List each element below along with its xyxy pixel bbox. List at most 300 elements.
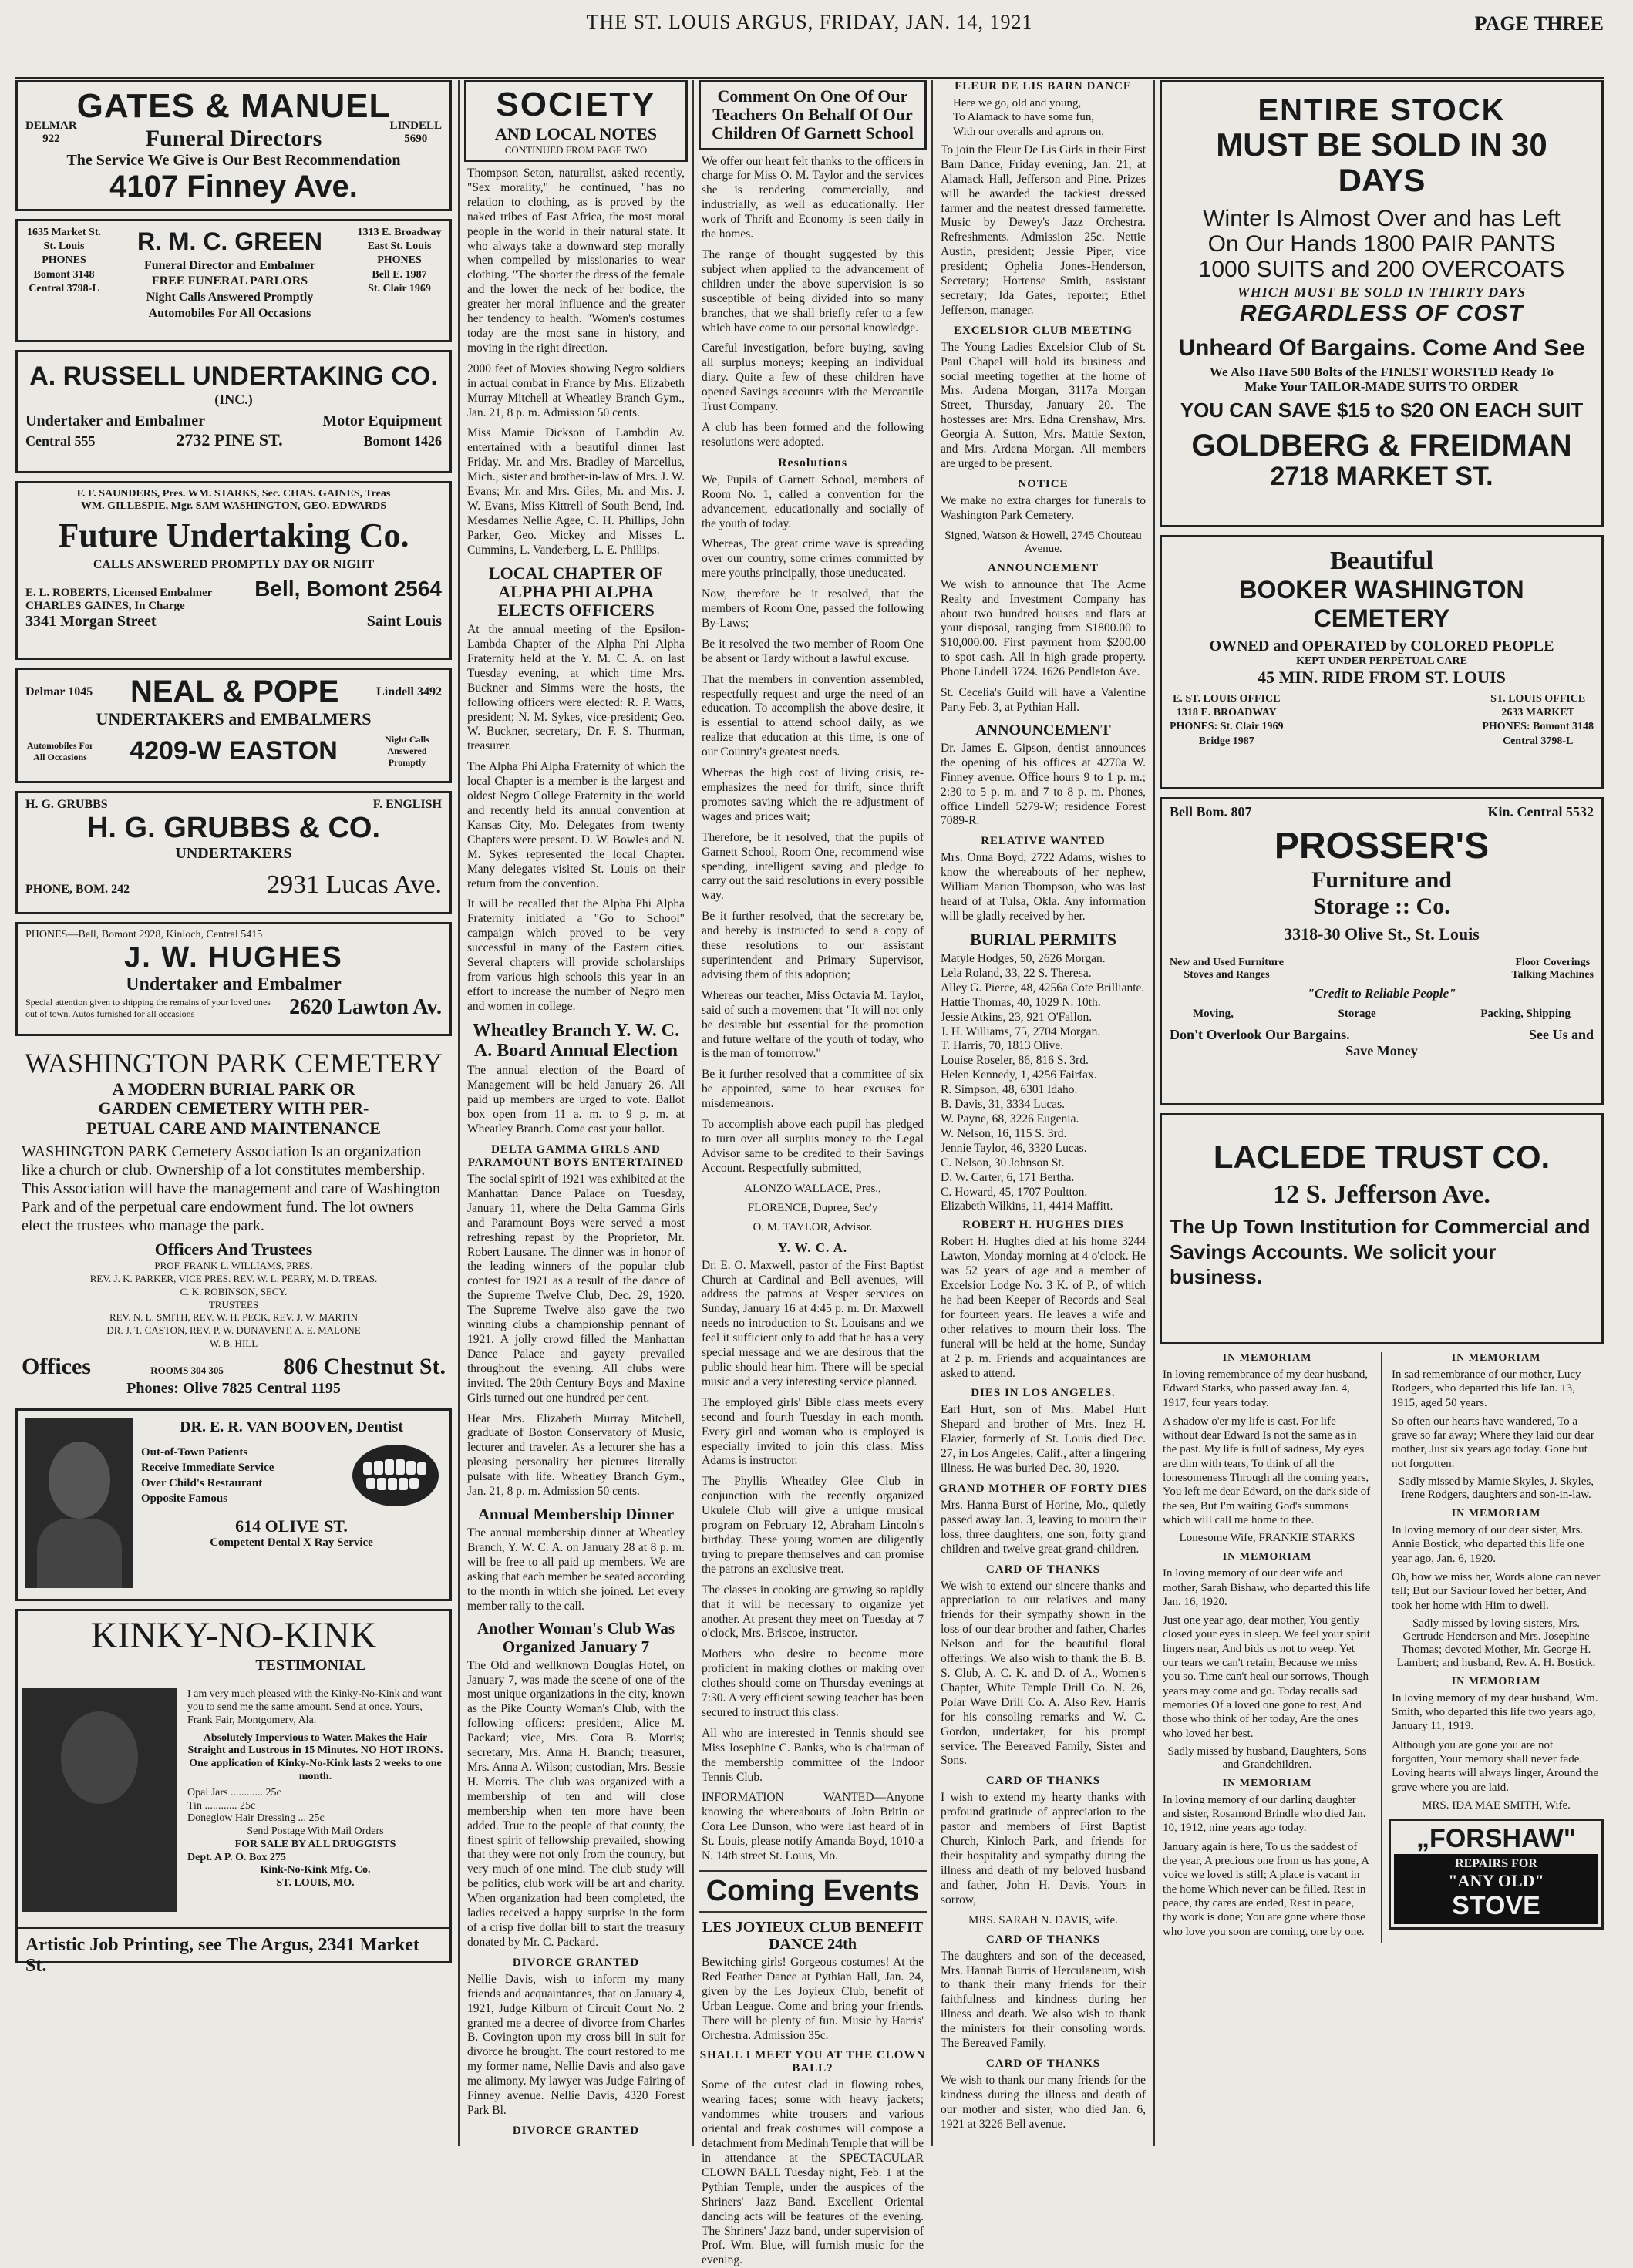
list-item: D. W. Carter, 6, 171 Bertha. [941,1170,1075,1184]
relative-p7: Mrs. Onna Boyd, 2722 Adams, wishes to know the whereabouts of her nephew, William Marion Thompson, who was last heard of at Tulsa, Okla. Any information will be gladly received by her. [941,851,1146,923]
booker-l4: KEPT UNDER PERPETUAL CARE [1296,655,1467,667]
masthead [15,6,1604,79]
list-item: T. Harris, 70, 1813 Olive. [941,1039,1063,1053]
m4-sig: Sadly missed by Mamie Skyles, J. Skyles, Irene Rodgers, daughters and son-in-law. [1399,1476,1594,1502]
neal-autos: Automobiles For All Occasions [26,739,94,762]
booker-a2: 1318 E. BROADWAY [1176,707,1277,719]
divorce-headline-2: DIVORCE GRANTED [512,2124,640,2137]
notice-sig: Signed, Watson & Howell, 2745 Chouteau Avenue. [944,529,1142,555]
grubbs-sub: UNDERTAKERS [175,845,292,862]
column-rule [1153,80,1155,2146]
ywca-p18: The Phyllis Wheatley Glee Club in conjunction with the recently organized Ukulele Club will give a unique musical program on February 12, Abraham Lincoln's birthday. These young women are diligently trying to prepare themselves and can promise the patrons an exclusive treat. [702,1475,924,1576]
m3-p: In loving memory of our darling daughter and sister, Rosamond Brindle who died Jan. 10, 1912, nine years ago today. [1163,1793,1366,1835]
society-p2: 2000 feet of Movies showing Negro soldiers in actual combat in France by Mrs. Elizabeth Murray Mitchell at Wheatley Branch Gym., Jan. 21, 8 p. m. Admission 50 cents. [467,362,685,419]
wpc-o2: REV. J. K. PARKER, VICE PRES. REV. W. L. PERRY, M. D. TREAS. [89,1272,378,1284]
russell-name: A. RUSSELL UNDERTAKING CO. [29,362,438,391]
list-item: C. Howard, 45, 1707 Poultton. [941,1185,1088,1199]
entire-l2: MUST BE SOLD IN 30 DAYS [1216,126,1547,199]
wpc-offices: Offices [22,1354,91,1380]
dentist-name: DR. E. R. VAN BOOVEN, Dentist [180,1418,403,1436]
prosser-c1: New and Used Furniture [1170,957,1284,968]
prosser-kin: Kin. Central 5532 [1487,804,1594,819]
hughes-name: J. W. HUGHES [124,941,343,974]
dentist-l2: Receive Immediate Service [141,1461,274,1474]
wpc-s1: A MODERN BURIAL PARK OR [112,1079,355,1099]
entire-l11: GOLDBERG & FREIDMAN [1191,429,1572,463]
wpc-o6: DR. J. T. CASTON, REV. P. W. DUNAVENT, A. E. MALONE [106,1324,361,1337]
green-right1: 1313 E. Broadway [357,227,442,238]
garnett-p6: Whereas, The great crime wave is spreading over our country, some crimes committed by mere youths principally, those uneducated. [702,537,924,580]
future-l2: CHARLES GAINES, In Charge [25,600,185,612]
garnett-p9: That the members in convention assembled, respectfully request and urge the need of an education. To accomplish the above desire, it is essential to attend school daily, as we realize that education at this time, is one of our Country's greatest needs. [702,672,924,759]
green-l1: Funeral Director and Embalmer [143,258,316,272]
booker-b1: ST. LOUIS OFFICE [1490,693,1586,705]
green-name: R. M. C. GREEN [136,227,322,255]
society-cont: CONTINUED FROM PAGE TWO [504,144,648,156]
fleur-poem3: With our overalls and aprons on, [953,125,1105,138]
grandmother-p10: Mrs. Hanna Burst of Horine, Mo., quietly passed away Jan. 3, leaving to mourn their loss, three daughters, one son, forty grand children and twelve great-grand-children. [941,1498,1146,1556]
kinky-p4: Send Postage With Mail Orders [247,1826,384,1838]
m6-p: In loving memory of my dear husband, Wm. Smith, who departed this life two years ago, January 11, 1919. [1392,1691,1598,1733]
garnett-p13: Whereas our teacher, Miss Octavia M. Taylor, said of such a movement that "It will not only be desirable but essential for the promotion and future welfare of the youth of today, who is the man of tomorrow." [702,988,924,1061]
entire-l8: Unheard Of Bargains. Come And See [1178,335,1585,362]
dentist-l1: Out-of-Town Patients [141,1445,248,1459]
prosser-l1: Furniture and [1311,867,1452,893]
list-item: Louise Roseler, 86, 816 S. 3rd. [941,1054,1089,1068]
membership-headline: Annual Membership Dinner [477,1504,675,1523]
alpha-p6: It will be recalled that the Alpha Phi Alpha Fraternity initiated a "Go to School" campaign which proved to be very successful in many of the Eastern cities. Several chapters will provide scholarships from various high schools this year in an effort to increase the number of Negro men and women in college. [467,897,685,1013]
booker-washington-cemetery-ad [1160,535,1604,789]
society-sub: AND LOCAL NOTES [494,124,658,143]
womans-club-p11: The Old and wellknown Douglas Hotel, on January 7, was made the scene of one of the most unique organizations in the city, known as the Pike County Woman's Club, with the following officers: president, Alice M. Packard; vice, Mrs. Cora B. Morris; secretary, Mrs. Anna H. Branch; treasurer, Mrs. Anna A. Wilson; custodian, Mrs. Bessie H. Morris. The club was organized with a membership of ten and will close membership when ten more have been added. True to the people of that county, the finest spirit of fellowship prevailed, showing that they were not only from the country, but very much of one mind. The club study will be politics, club work will be art and charity. When organization had been completed, the ladies received a happy surprise in the form of a crisp five dollar bill to start the treasury donated by Mr. C. Packard. [467,1658,685,1949]
booker-a1: E. ST. LOUIS OFFICE [1173,693,1281,705]
column-4 [938,80,1149,2146]
teeth-icon [349,1441,442,1510]
page-number: PAGE THREE [1474,12,1604,35]
green-left4: Bomont 3148 [33,268,95,281]
hughes-special: Special attention given to shipping the remains of your loved ones out of town. Autos furnished for all occasions [25,997,271,1019]
dentist-portrait [25,1418,133,1588]
memoriam-right [1389,1352,1604,1943]
excelsior-p2: The Young Ladies Excelsior Club of St. Paul Chapel will hold its business and social meeting together at the home of Mrs. Ardena Morgan, 3117a Morgan Street, Thursday, January 20. The hostesses are: Mrs. Edna Crenshaw, Mrs. Georgia A. Sutton, Mrs. Mattie Sexton, and Mrs. Ardena Morgan. All members are urged to be present. [941,340,1146,471]
green-right4: Bell E. 1987 [372,268,427,281]
burial-headline: BURIAL PERMITS [969,929,1117,949]
list-item: W. Payne, 68, 3226 Eugenia. [941,1112,1079,1126]
entire-l5: 1000 SUITS and 200 OVERCOATS [1198,257,1565,283]
list-item: C. Nelson, 30 Johnson St. [941,1156,1065,1169]
dentist-l3: Over Child's Restaurant [141,1477,263,1490]
russell-central: Central 555 [25,433,96,449]
booker-l5: 45 MIN. RIDE FROM ST. LOUIS [1258,668,1506,687]
entire-l10: YOU CAN SAVE $15 to $20 ON EACH SUIT [1180,398,1584,422]
wpc-o5: REV. N. L. SMITH, REV. W. H. PECK, REV. J. W. MARTIN [109,1311,359,1324]
delta-p8: The social spirit of 1921 was exhibited at the Manhattan Dance Palace on Tuesday, January 11, where the Delta Gamma Girls and Paramount Boys were served a most refreshing repast by the Proprietor, Mr. Robert Lausane. The dinner was in honor of the leading winners of the popular club contest for 1921 as a result of the dance of the Supreme Twelve Club, Dec. 29, 1920. The Supreme Twelve also gave the two winning clubs a championship pennant of 1921. A jolly crowd filled the Manhattan Dance Palace and gayety prevailed throughout the evening. All clubs were invited. The 20th Century Boys and Maxine Girls turned out one hundred per cent. [467,1173,685,1405]
entire-l3: Winter Is Almost Over and has Left [1203,206,1561,232]
wheatley-p7: The annual election of the Board of Management will be held January 26. All paid up members are urged to vote. Ballot box open from 11 a. m. to 9 p. m. at Wheatley Branch. Come cast your ballot. [467,1064,685,1136]
wpc-body: WASHINGTON PARK Cemetery Association Is an organization like a church or club. Ownership of a lot constitutes membership. This Association will have the management and care of Washington Park and of the perpetual care endowment fund. The lot owners elect the trustees who manage the park. [22,1142,440,1234]
hughes-address: 2620 Lawton Av. [289,995,442,1019]
relative-headline: RELATIVE WANTED [981,835,1106,848]
prosser-m3: Packing, Shipping [1480,1008,1571,1020]
wpc-o3: C. K. ROBINSON, SECY. [180,1285,288,1297]
thanks4-p14: We wish to thank our many friends for the kindness during the illness and death of our mother and sister, who died Jan. 6, 1921 at 3226 Bell avenue. [941,2073,1146,2131]
entire-l7: REGARDLESS OF COST [1239,301,1524,327]
m1-poem: A shadow o'er my life is cast. For life without dear Edward Is not the same as in the past. My life is full of sadness, My eyes are dim with tears, To think of all the lonesomeness Through all the coming years, You left me dear Edward, on the dark side of the sea, But I'm waiting God's summons which will call me home to thee. [1163,1415,1371,1526]
list-item: B. Davis, 31, 3334 Lucas. [941,1098,1066,1112]
future-city: Saint Louis [366,613,442,630]
garnett-p12: Be it further resolved, that the secretary be, and hereby is instructed to send a copy of these resolutions to our assistant superintendent and Primary Supervisor, advising them of this adoption; [702,910,924,981]
forshaw-l3: STOVE [1452,1890,1540,1920]
grubbs-name: H. G. GRUBBS & CO. [86,812,381,844]
m1-head: IN MEMORIAM [1222,1352,1312,1364]
garnett-p14: Be it further resolved that a committee of six be appointed, same to hear excuses for misdemeanors. [702,1068,924,1111]
los-angeles-p9: Earl Hurt, son of Mrs. Mabel Hurt Shepard and brother of Mrs. Inez H. Elazier, formerly of St. Louis died Dec. 27, in Los Angeles, Calif., after a lingering illness. He was buried Dec. 30, 1920. [941,1403,1146,1476]
neal-sub: UNDERTAKERS and EMBALMERS [96,709,372,729]
delta-headline: DELTA GAMMA GIRLS AND PARAMOUNT BOYS ENTERTAINED [467,1143,685,1169]
kinky-p8: ST. LOUIS, MO. [276,1877,355,1889]
m5-head: IN MEMORIAM [1451,1508,1541,1520]
thanks2-p12: I wish to extend my hearty thanks with profound gratitude of appreciation to the pastor and members of First Baptist Church, Kinloch Park, and friends for their hospitality and sympathy during the illness and death of my beloved husband and father, John H. Davis. Yours in sorrow, [941,1791,1146,1906]
m6-poem: Although you are gone you are not forgotten, Your memory shall never fade. Loving hearts will always linger, Around the grave where you are laid. [1392,1738,1599,1794]
society-p1: Thompson Seton, naturalist, asked recently, "Sex morality," he continued, "has no relation to clothing, as is proved by the naked tribes of East Africa, the most moral people in the world in their natural state. It who always take a downward step morally when compelled by missionaries to wear clothing. "The shorter the dress of the female and the lower the neck of her bodice, the greater her moral influence and the greater her tendency to health. "Women's costumes today are the most sane in history, and moving in the right direction. [467,167,685,355]
green-right3: PHONES [377,254,422,267]
society-header [464,80,688,162]
washington-park-ad [15,1044,452,1401]
gates-delmar: DELMAR [25,119,77,132]
ywca-p20: Mothers who desire to become more proficient in making clothes or making over clothes should come on Thursday evenings at 7:30. A very efficient sewing teacher has been secured to instruct this class. [702,1647,924,1719]
fleur-p1: To join the Fleur De Lis Girls in their First Barn Dance, Friday evening, Jan. 21, at Alamack Hall, Jefferson and Pine. Prizes will be awarded the tackiest dressed farmer and the neatest dressed farmerette. Music by Dewey's Jazz Orchestra. Refreshments. Admission 25c. Nettie Austin, president; Jessie Piper, vice president; Ophelia Jones-Henderson, Secretary; Hortense Smith, assistant secretary; Ida Gates, reporter; Ethel Jefferson, manager. [941,143,1146,317]
garnett-p4: A club has been formed and the following resolutions were adopted. [702,420,924,449]
hughes-ad [15,922,452,1036]
m5-poem: Oh, how we miss her, Words alone can never tell; But our Saviour loved her better, And took her home with Him to dwell. [1392,1570,1601,1612]
kinky-p3: Doneglow Hair Dressing ... 25c [187,1812,325,1825]
green-left1: 1635 Market St. [26,227,102,238]
neal-pope-ad [15,668,452,783]
fleur-poem2: To Alamack to have some fun, [953,111,1095,124]
los-angeles-headline: DIES IN LOS ANGELES. [971,1387,1116,1400]
neal-address: 4209-W EASTON [130,736,338,766]
booker-a4: Bridge 1987 [1198,735,1254,747]
gates-address: 4107 Finney Ave. [109,170,358,204]
mitchell-p9: Hear Mrs. Elizabeth Murray Mitchell, graduate of Boston Conservatory of Music, lecturer and traveler. As a lecturer she has a pleasing personality her pictures literally pulsate with life. Wheatley Branch Gym., Jan. 21, 8 p. m. Admission 50 cents. [467,1412,685,1499]
prosser-bell: Bell Bom. 807 [1170,804,1252,819]
russell-l1: Undertaker and Embalmer [25,412,205,429]
prosser-o1: Don't Overlook Our Bargains. [1170,1027,1350,1042]
grubbs-left: H. G. GRUBBS [25,798,108,811]
russell-inc: (INC.) [214,392,253,407]
garnett-p2: The range of thought suggested by this subject when applied to the advancement of children under the above supervision is so susceptible of being divided into so many branches, that we shall briefly refer to a few which have come to our personal knowledge. [702,248,924,335]
wpc-address: 806 Chestnut St. [283,1354,446,1380]
fleur-poem1: Here we go, old and young, [953,97,1082,109]
forshaw-l2: "ANY OLD" [1448,1870,1544,1890]
green-right2: East St. Louis [367,241,432,253]
green-left2: St. Louis [43,241,85,253]
ywca-p19: The classes in cooking are growing so rapidly that it will be necessary to organize yet another. At present they meet on Tuesday at 7 o'clock, Mrs. Briscoe, instructor. [702,1583,924,1640]
m4-head: IN MEMORIAM [1451,1352,1541,1364]
prosser-o2: See Us and [1528,1027,1594,1042]
future-address: 3341 Morgan Street [25,613,157,630]
wpc-o7: W. B. HILL [209,1338,258,1350]
green-left5: Central 3798-L [29,282,99,294]
prosser-c3: Floor Coverings [1515,957,1591,968]
m1-p: In loving remembrance of my dear husband, Edward Starks, who passed away Jan. 4, 1917, four years today. [1163,1368,1369,1409]
garnett-s1: ALONZO WALLACE, Pres., [744,1182,881,1195]
list-item: Helen Kennedy, 1, 4256 Fairfax. [941,1068,1097,1082]
masthead-title: THE ST. LOUIS ARGUS, FRIDAY, JAN. 14, 1921 [586,11,1033,33]
column-1 [15,80,452,2146]
green-right5: St. Clair 1969 [368,282,431,294]
column-5 [1160,80,1604,2146]
booker-l1: Beautiful [1329,547,1434,575]
prosser-l2: Storage :: Co. [1313,893,1450,919]
notice-headline: NOTICE [1018,477,1069,490]
m2-head: IN MEMORIAM [1222,1551,1312,1563]
divorce-headline: DIVORCE GRANTED [512,1956,640,1969]
kinky-sub: TESTIMONIAL [255,1657,366,1674]
laclede-trust-ad [1160,1113,1604,1344]
entire-l4: On Our Hands 1800 PAIR PANTS [1207,231,1556,257]
m6-head: IN MEMORIAM [1451,1675,1541,1688]
green-l4: Automobiles For All Occasions [148,306,311,320]
notice-p3: We make no extra charges for funerals to Washington Park Cemetery. [941,493,1146,522]
grubbs-right: F. ENGLISH [372,798,442,811]
memoriam-rule [1381,1352,1382,1943]
hughes-phones: PHONES—Bell, Bomont 2928, Kinloch, Central 5415 [25,929,263,941]
green-l2: FREE FUNERAL PARLORS [151,274,308,288]
grubbs-phone: PHONE, BOM. 242 [25,883,130,896]
m6-sig: MRS. IDA MAE SMITH, Wife. [1422,1799,1571,1812]
kinky-p1: Opal Jars ............ 25c [187,1786,281,1799]
forshaw-name: „FORSHAW" [1416,1823,1576,1853]
booker-b2: 2633 MARKET [1501,707,1574,719]
russell-bomont: Bomont 1426 [363,433,442,449]
alpha-p5: The Alpha Phi Alpha Fraternity of which the local Chapter is a member is the largest and oldest Negro College Fraternity in the world and recently held its annual convention at Kansas City, Mo. Delegates from twenty Chapters were present. D. W. Bowles and N. M. Sykes represented the local Chapter. Many delegates visited St. Louis on their return from the convention. [467,760,685,890]
list-item: R. Simpson, 48, 6301 Idaho. [941,1083,1078,1097]
future-officers1: F. F. SAUNDERS, Pres. WM. STARKS, Sec. CHAS. GAINES, Treas [76,488,391,500]
prosser-address: 3318-30 Olive St., St. Louis [1284,924,1480,944]
wpc-phones: Phones: Olive 7825 Central 1195 [126,1380,341,1398]
m2-poem: Just one year ago, dear mother, You gently closed your eyes in sleep. We feel your spirit lingers near, And bids us not to weep. Yet our tears we can't retain, Because we miss you so. Time can't heal our sorrows, Though years may come and go. Today recalls sad memories Of a loved one gone to rest, And those who think of her today, Are the ones who loved her best. [1163,1614,1370,1740]
green-left3: PHONES [42,254,86,267]
column-2 [464,80,688,2146]
thanks4-headline: CARD OF THANKS [985,2057,1101,2070]
memoriam-section [1160,1352,1604,1943]
hughes-sub: Undertaker and Embalmer [126,974,342,994]
wpc-title: WASHINGTON PARK CEMETERY [24,1048,443,1078]
column-3 [699,80,927,2267]
m5-p: In loving memory of our dear sister, Mrs. Annie Bostick, who departed this life one year ago, Jan. 6, 1920. [1392,1524,1584,1565]
dentist-l4: Opposite Famous [141,1492,228,1506]
hughes-dies-headline: ROBERT H. HUGHES DIES [962,1219,1124,1232]
gates-lindell-num: 5690 [404,133,428,145]
gates-role: Funeral Directors [145,126,322,151]
list-item: Elizabeth Wilkins, 11, 4414 Maffitt. [941,1200,1113,1213]
gates-delmar-num: 922 [42,133,60,145]
garnett-p7: Now, therefore be it resolved, that the members of Room One, passed the following By-Laws; [702,587,924,630]
ywca-p16: Dr. E. O. Maxwell, pastor of the First Baptist Church at Cardinal and Bell avenues, will address the patrons at Vesper services on Sunday, January 16 at 4:45 p. m. Dr. Maxwell needs no introduction to St. Louisans and we feel it sufficient only to add that he has a very special message and we are desirous that the public should hear him. There will be special music and a very interesting service planned. [702,1258,924,1388]
thanks2-headline: CARD OF THANKS [985,1775,1101,1788]
announcement-p4: We wish to announce that The Acme Realty and Investment Company has about two hundred houses and flats at your disposal, ranging from $1800.00 to $10,000.00. First payment from $200.00 to spot cash. All in high grade property. Phone Lindell 3724. 1626 Pendleton Ave. [941,577,1146,679]
kinky-body: I am very much pleased with the Kinky-No-Kink and want you to send me the same amount. Send at once. Yours, Frank Fair, Montgomery, Ala. [187,1688,443,1726]
burial-list [941,952,1146,1214]
goldberg-freidman-ad [1160,80,1604,527]
column-rule [458,80,460,2146]
laclede-l1: The Up Town Institution for Commercial and Savings Accounts. We solicit your business. [1170,1215,1591,1288]
kinky-no-kink-ad [15,1609,452,1977]
clown-ball-headline: SHALL I MEET YOU AT THE CLOWN BALL? [699,2049,926,2075]
gates-name: GATES & MANUEL [76,87,391,125]
booker-l2: BOOKER WASHINGTON CEMETERY [1239,576,1524,632]
neal-lindell: Lindell 3492 [376,685,442,698]
booker-b3: PHONES: Bomont 3148 [1482,721,1594,733]
laclede-name: LACLEDE TRUST CO. [1213,1139,1551,1175]
dentist-l5: Competent Dental X Ray Service [210,1536,373,1550]
m4-p: In sad remembrance of our mother, Lucy Rodgers, who departed this life Jan. 13, 1915, aged 50 years. [1392,1368,1581,1409]
alpha-headline: LOCAL CHAPTER OF ALPHA PHI ALPHA ELECTS OFFICERS [488,563,664,620]
list-item: Jennie Taylor, 46, 3320 Lucas. [941,1141,1087,1155]
prosser-c4: Talking Machines [1511,969,1594,981]
clown-ball-p24: Some of the cutest clad in flowing robes, wearing faces; some with heavy jackets; vandommes white trousers and various oriental and freak costumes will compose a detachment from Medinah Temple that will be in attendance at the SPECTACULAR CLOWN BALL Tuesday night, Feb. 1 at the Pythian Temple, under the auspices of the Shriners' Jazz Band. Excellent Oriental dancing acts will be features of the evening. The Shriners' Jazz band, under supervision of Prof. Wm. Blue, will furnish music for the evening. [702,2078,924,2267]
garnett-headline: Comment On One Of Our Teachers On Behalf Of Our Children Of Garnett School [712,86,914,143]
prosser-credit: "Credit to Reliable People" [1307,986,1456,1001]
joyieux-headline: LES JOYIEUX CLUB BENEFIT DANCE 24th [702,1919,924,1953]
garnett-s2: FLORENCE, Dupree, Sec'y [747,1201,878,1214]
neal-name: NEAL & POPE [130,675,339,708]
m3-head: IN MEMORIAM [1222,1777,1312,1789]
gates-lindell: LINDELL [389,119,442,132]
gates-manuel-ad [15,80,452,211]
m5-sig: Sadly missed by loving sisters, Mrs. Gertrude Henderson and Mrs. Josephine Thomas; devoted Mother, Mr. George H. Lambert; and husband, Rev. A. H. Bostick. [1396,1617,1596,1669]
laclede-address: 12 S. Jefferson Ave. [1273,1180,1490,1209]
memoriam-left [1160,1352,1375,1943]
m3-poem: January again is here, To us the saddest of the year, A precious one from us has gone, A voice we loved is still; A place is vacant in the home Which never can be filled. Rest in peace, thy cares are ended, Rest in peace, thy work is done; You are gone where those who love you soon are coming, one by one. [1163,1840,1369,1938]
garnett-s3: O. M. TAYLOR, Advisor. [753,1220,873,1233]
coming-events-header: Coming Events [699,1870,927,1913]
booker-a3: PHONES: St. Clair 1969 [1170,721,1284,733]
kinky-portrait [22,1688,177,1912]
thanks3-p13: The daughters and son of the deceased, Mrs. Hannah Burris of Herculaneum, wish to thank their many friends for their faithfulness and kindness during her illness and death. We also wish to thank the ministers for their consoling words. The Bereaved Family. [941,1949,1146,2051]
wpc-s3: PETUAL CARE AND MAINTENANCE [86,1118,381,1138]
society-title: SOCIETY [496,86,656,123]
thanks1-p11: We wish to extend our sincere thanks and appreciation to our relatives and many friends for their sympathy shown in the loss of our dear brother and father, Charles Nelson and for the beautiful floral offerings. We also wish to thank the B. B. S. Club, A. C. K. and D. of A., Women's Chapter, White Temple Drill Co. N. 26, Polar Wave Drill Co. A. Also Rev. Harris for his consoling remarks and W. C. Gordon, undertaker, for his prompt service. The Bereaved Family, Sister and Sons. [941,1579,1146,1768]
wpc-o1: PROF. FRANK L. WILLIAMS, PRES. [154,1259,313,1271]
wpc-o4: TRUSTEES [208,1298,259,1311]
prosser-name: PROSSER'S [1274,826,1490,866]
thanks3-headline: CARD OF THANKS [985,1933,1101,1946]
garnett-header [699,80,927,150]
prosser-c2: Stoves and Ranges [1184,969,1270,981]
wpc-officers: Officers And Trustees [154,1239,313,1259]
kinky-p5: FOR SALE BY ALL DRUGGISTS [234,1838,396,1850]
russell-l2: Motor Equipment [322,412,442,429]
ywca-p17: The employed girls' Bible class meets every second and fourth Tuesday in each month. Every girl and woman who is employed is especially invited to join this class. Miss Adams is instructor. [702,1395,924,1468]
m1-sig: Lonesome Wife, FRANKIE STARKS [1179,1532,1355,1545]
entire-l6: WHICH MUST BE SOLD IN THIRTY DAYS [1237,284,1527,301]
prosser-m1: Moving, [1193,1008,1234,1020]
list-item: Matyle Hodges, 50, 2626 Morgan. [941,952,1106,966]
green-ad [15,219,452,342]
list-item: Hattie Thomas, 40, 1029 N. 10th. [941,995,1101,1009]
grandmother-headline: GRAND MOTHER OF FORTY DIES [938,1482,1148,1495]
booker-b4: Central 3798-L [1502,735,1574,747]
kinky-p7: Kink-No-Kink Mfg. Co. [260,1864,371,1876]
forshaw-ad [1389,1819,1604,1930]
green-l3: Night Calls Answered Promptly [146,291,314,305]
forshaw-l1: REPAIRS FOR [1455,1856,1537,1870]
column-rule [931,80,933,2146]
announcement2-headline: ANNOUNCEMENT [975,721,1111,739]
m2-sig: Sadly missed by husband, Daughters, Sons and Grandchildren. [1167,1745,1367,1771]
future-phone: Bell, Bomont 2564 [254,577,442,601]
kinky-b2: Absolutely Impervious to Water. Makes the Hair Straight and Lustrous in 15 Minutes. NO HOT IRONS. One application of Kinky-No-Kink lasts 2 weeks to one month. [187,1731,443,1782]
future-calls: CALLS ANSWERED PROMPTLY DAY OR NIGHT [93,558,375,571]
womans-club-headline: Another Woman's Club Was Organized January 7 [476,1619,675,1656]
garnett-p3: Careful investigation, before buying, saving all surplus moneys; keeping an individual diary. Quite a few of these children have opened Savings accounts with the Mercantile Trust Company. [702,342,924,414]
kinky-p6: Dept. A P. O. Box 275 [187,1851,286,1863]
grubbs-address: 2931 Lucas Ave. [267,870,442,899]
garnett-p1: We offer our heart felt thanks to the officers in charge for Miss O. M. Taylor and the services she is rendering commercially, and industrially, as well as educationally. Her work of Thrift and Economy is seen daily in the homes. [702,154,924,241]
garnett-p8: Be it resolved the two member of Room One be absent or Tardy without a lawful excuse. [702,637,924,665]
m4-poem: So often our hearts have wandered, To a grave so far away; Where they laid our dear mother, Just six years ago today. Gone but not forgotten. [1392,1415,1594,1470]
joyieux-p23: Bewitching girls! Gorgeous costumes! At the Red Feather Dance at Pythian Hall, Jan. 24, given by the Les Joyieux Club, benefit of Urban League. Come and bring your friends. There will be plenty of fun. Music by Harris' Orchestra. Admission 35c. [702,1956,924,2042]
ywca-p21: All who are interested in Tennis should see Miss Josephine C. Banks, who is chairman of the membership committee of the Indoor Tennis Club. [702,1726,924,1784]
thanks1-headline: CARD OF THANKS [985,1563,1101,1576]
entire-l1: ENTIRE STOCK [1258,93,1506,127]
hughes-dies-p8: Robert H. Hughes died at his home 3244 Lawton, Monday morning at 4 o'clock. He was 52 years of age and a member of Excelsior Lodge No. 3 K. of P., of which he had been Keeper of Records and Seal for fourteen years. He leaves a wife and other relatives to mourn their loss. The funeral will be held at the home, Sunday at 2 p. m. Friends and acquaintances are asked to attend. [941,1235,1146,1380]
wpc-s2: GARDEN CEMETERY WITH PER- [98,1099,369,1119]
future-name: Future Undertaking Co. [58,517,409,554]
entire-l12: 2718 MARKET ST. [1270,462,1493,492]
neal-delmar: Delmar 1045 [25,685,93,698]
garnett-p11: Therefore, be it resolved, that the pupils of Garnett School, Room One, recommend wise spending, intelligent saving and pledge to carry out the said resolutions in every possible way. [702,830,924,903]
prosser-m2: Storage [1338,1008,1376,1020]
van-booven-dentist-ad [15,1408,452,1601]
grubbs-ad [15,791,452,914]
garnett-p5: We, Pupils of Garnett School, members of Room No. 1, called a convention for the advancement, educationally and socially of the youth of today. [702,473,924,530]
membership-p10: The annual membership dinner at Wheatley Branch, Y. W. C. A. on January 28 at 8 p. m. will be free to all paid up members. We are asking that each member be seated according to the month in which she joined. Let every member rally to the call. [467,1526,685,1613]
future-officers2: WM. GILLESPIE, Mgr. SAM WASHINGTON, GEO. EDWARDS [80,500,387,512]
wheatley-headline: Wheatley Branch Y. W. C. A. Board Annual Election [472,1020,680,1062]
cecelia-p5: St. Cecelia's Guild will have a Valentine Party Feb. 3, at Pythian Hall. [941,686,1146,714]
russell-ad [15,350,452,473]
announcement-headline: ANNOUNCEMENT [988,561,1099,574]
neal-night: Night Calls Answered Promptly [385,734,429,768]
booker-l3: OWNED and OPERATED by COLORED PEOPLE [1209,638,1554,654]
society-p3: Miss Mamie Dickson of Lambdin Av. entertained with a beautiful dinner last Friday. Mr. and Mrs. Bradley of Marcellus, Mich., sister and brother-in-law of Mrs. J. W. Evans; Mr. and Mrs. Giles, Mr. and Mrs. J. W. Evans, Miss Kittrell of South Bend, Ind. Mesdames Nellie Agee, C. H. Phillips, John Parker, Geo. Mickey and Misses L. Cummins, L. Vanderberg, L. E. Phillips. [467,426,685,557]
divorce-p12: Nellie Davis, wish to inform my many friends and acquaintances, that on January 4, 1921, Judge Kilburn of Circuit Court No. 2 granted me a decree of divorce from Charles B. Covington upon my cross bill in suit for divorce he brought. The court restored to me my former name, Nellie Davis and also gave me alimony. My lawyer was Judge Fairing of Finney avenue. Nellie Davis, 4320 Forest Park Bl. [467,1972,685,2117]
kinky-p2: Tin ............ 25c [187,1799,256,1812]
garnett-p15: To accomplish above each pupil has pledged to turn over all surplus money to the Legal Advisor same to be credited to their Savings Account. Respectfully submitted, [702,1118,924,1175]
gates-tagline: The Service We Give is Our Best Recommendation [66,152,401,169]
entire-l9: We Also Have 500 Bolts of the FINEST WORSTED Ready To Make Your TAILOR-MADE SUITS TO ORDER [1209,365,1554,394]
list-item: W. Nelson, 16, 115 S. 3rd. [941,1126,1067,1140]
ywca-headline: Y. W. C. A. [777,1240,848,1255]
list-item: Lela Roland, 33, 22 S. Theresa. [941,966,1092,980]
alpha-p4: At the annual meeting of the Epsilon-Lambda Chapter of the Alpha Phi Alpha Fraternity held at the Y. M. C. A. on last Tuesday evening, at which time Mrs. Buckner and Simms were the hosts, the following officers were elected: R. P. Watts, president; N. M. Sykes, vice-president; Geo. W. Buckner, secretary, Dr. F. S. Thurman, treasurer. [467,623,685,753]
kinky-footer: Artistic Job Printing, see The Argus, 2341 Market St. [18,1927,449,1961]
garnett-p10: Whereas the high cost of living crisis, re-emphasizes the need for thrift, since thrift promotes saving which the re-adjustment of wages and prices wait; [702,766,924,823]
kinky-name: KINKY-NO-KINK [90,1615,377,1657]
thanks2-sig: MRS. SARAH N. DAVIS, wife. [968,1913,1118,1926]
dentist-address: 614 OLIVE ST. [235,1516,348,1536]
future-l1: E. L. ROBERTS, Licensed Embalmer [25,587,213,599]
list-item: J. H. Williams, 75, 2704 Morgan. [941,1025,1101,1038]
gipson-p6: Dr. James E. Gipson, dentist announces the opening of his offices at 4270a W. Finney avenue. Office hours 9 to 1 p. m.; 2:30 to 5 p. m. and 7 to 8 p. m. Phones, office Lindell 5279-W; residence Forest 7089-R. [941,741,1146,828]
future-undertaking-ad [15,481,452,660]
list-item: Alley G. Pierce, 48, 4256a Cote Brilliante. [941,981,1145,994]
wpc-rooms: ROOMS 304 305 [150,1365,224,1377]
resolutions-head: Resolutions [777,456,848,469]
